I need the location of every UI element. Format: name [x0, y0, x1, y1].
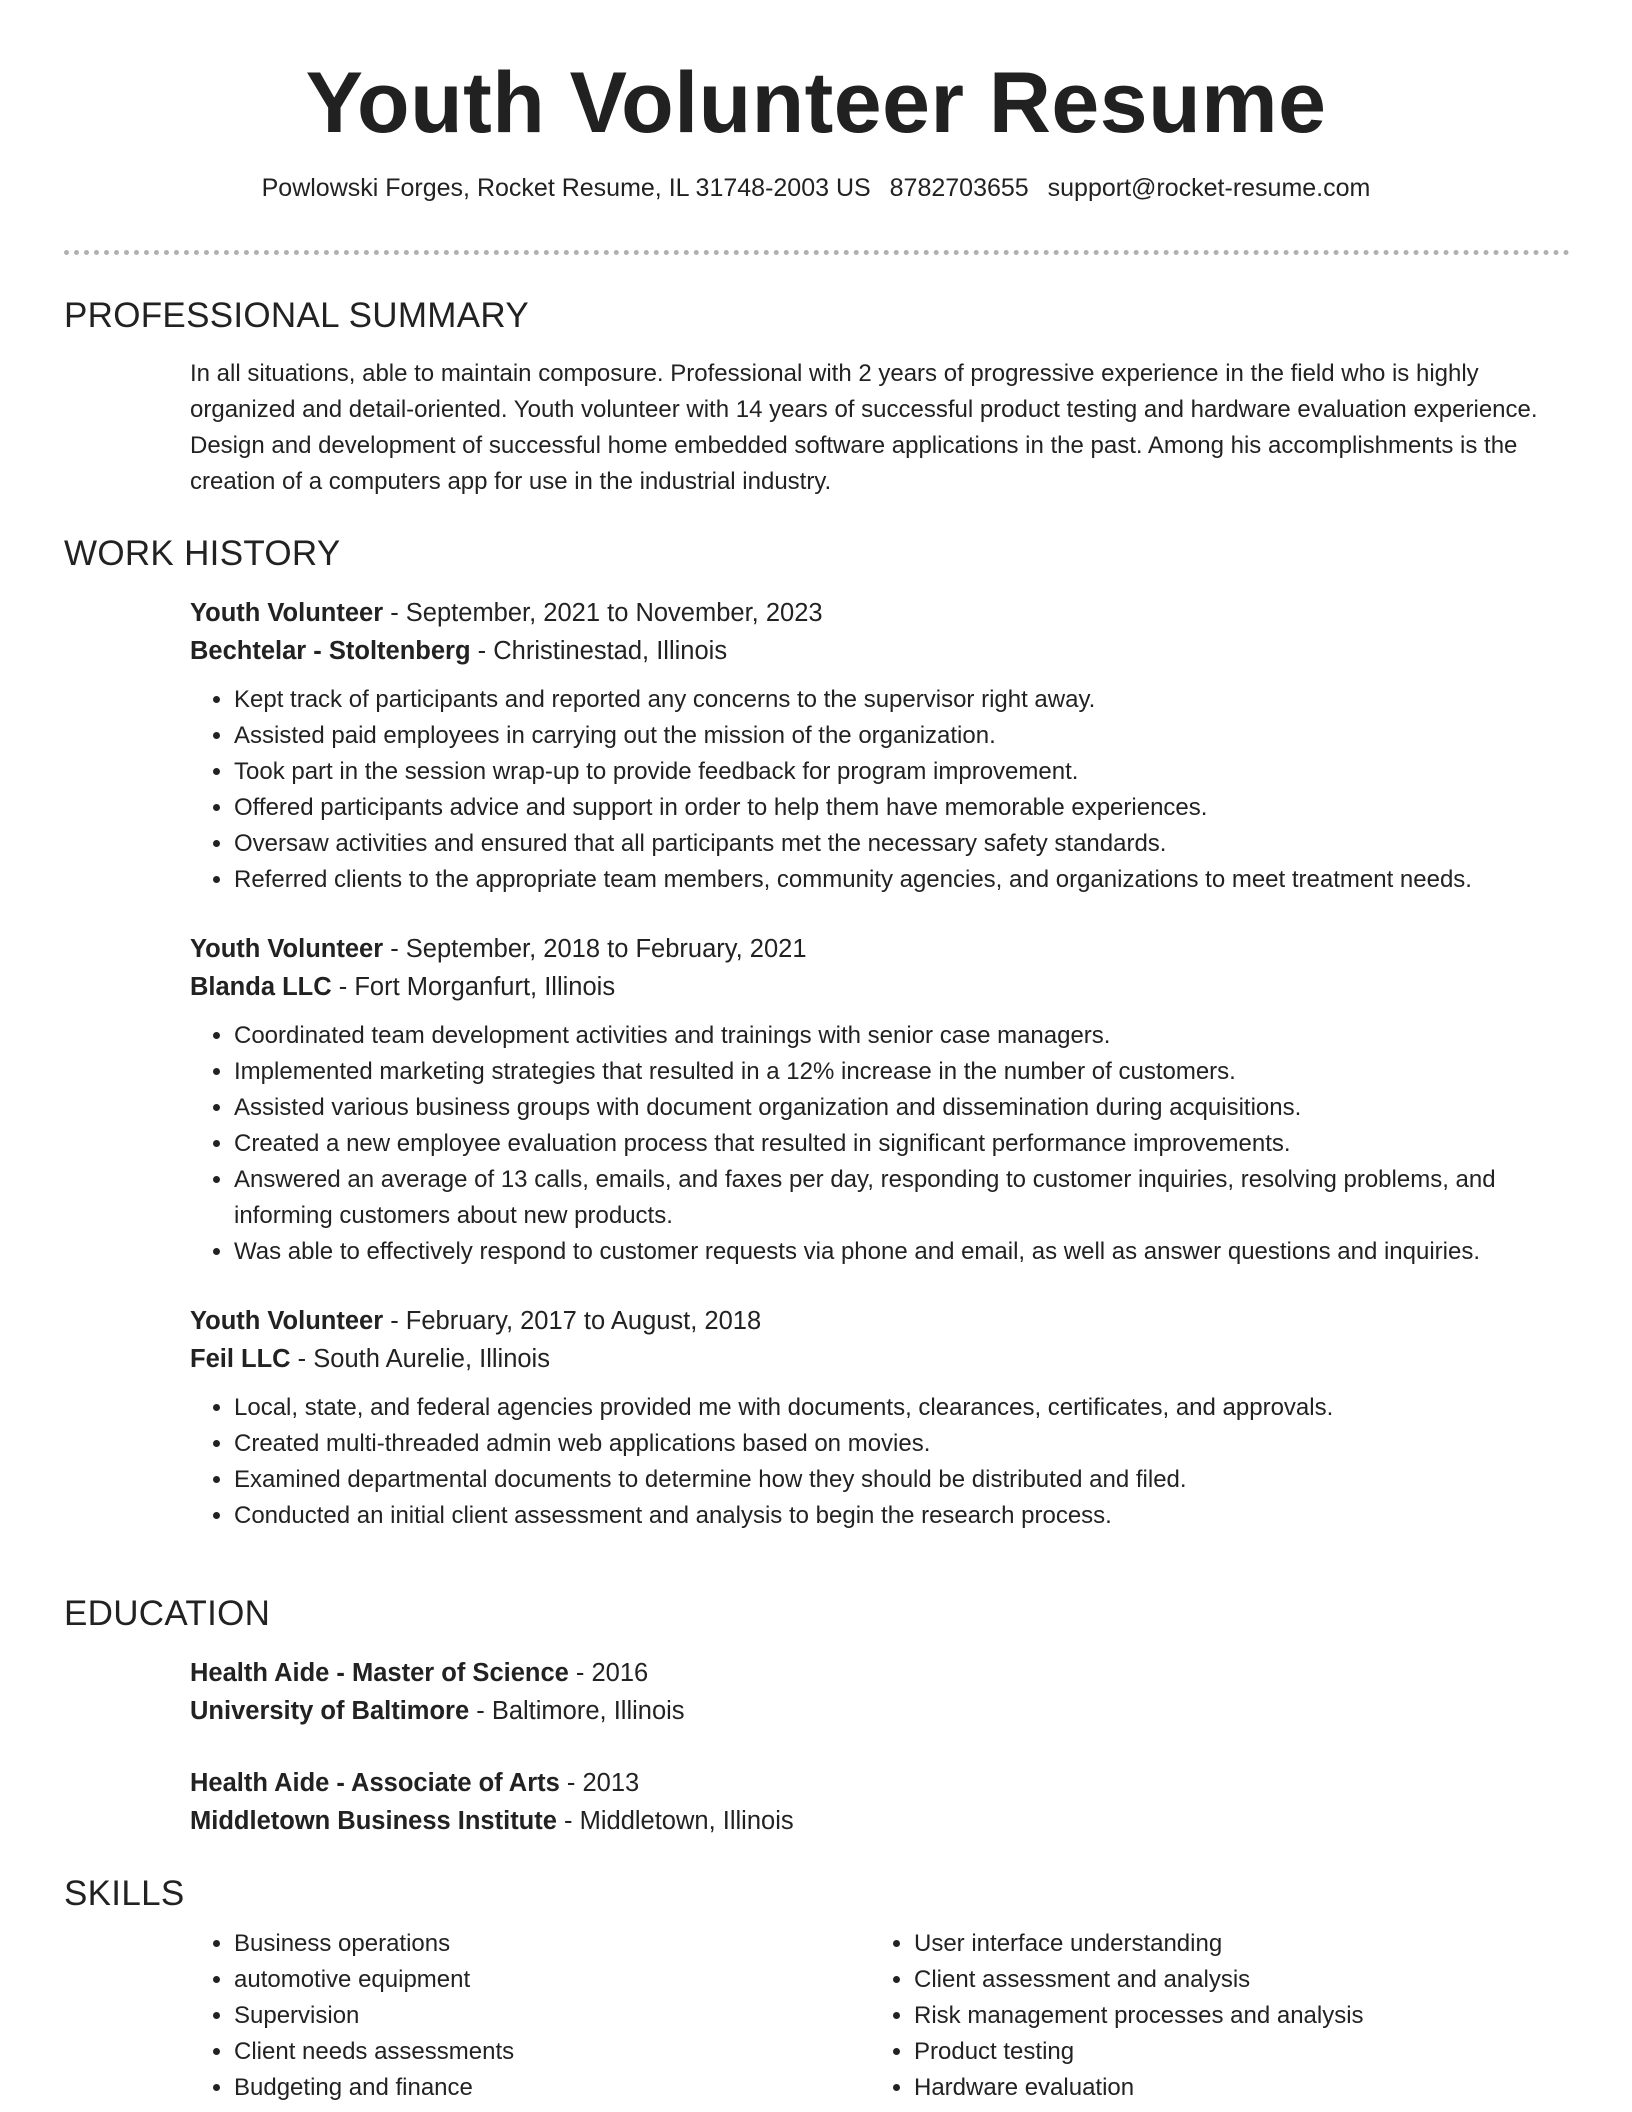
job-company: Bechtelar - Stoltenberg — [190, 637, 471, 665]
skills-list-right — [870, 1926, 1550, 2106]
duty-item: • Offered participants advice and support in order to help them have memorable experiences. — [234, 790, 1550, 826]
duty-item: • Took part in the session wrap-up to provide feedback for program improvement. — [234, 754, 1550, 790]
skills-column-right — [870, 1926, 1550, 2106]
job-dates: - September, 2018 to February, 2021 — [383, 935, 807, 963]
header-divider — [64, 250, 1570, 255]
resume-title: Youth Volunteer Resume — [305, 55, 1327, 151]
skill-item: • Risk management processes and analysis — [914, 1998, 1550, 2034]
contact-phone: 8782703655 — [889, 174, 1029, 203]
duty-item: • Answered an average of 13 calls, emails, and faxes per day, responding to customer inquiries, resolving problems, and informing customers about new products. — [234, 1162, 1550, 1234]
education-school: University of Baltimore — [190, 1697, 470, 1725]
summary-section — [64, 296, 1570, 500]
job-dates: - February, 2017 to August, 2018 — [383, 1307, 762, 1335]
skill-item: • Product testing — [914, 2034, 1550, 2070]
work-history-heading: WORK HISTORY — [64, 534, 341, 573]
summary-text: In all situations, able to maintain composure. Professional with 2 years of progressive experience in the field who is highly organized and detail-oriented. Youth volunteer with 14 years of successful product testing and hardware evaluation experience. Design and development of successful home embedded software applications in the past. Among his accomplishments is the creation of a computers app for use in the industrial industry. — [190, 360, 1538, 495]
job-location: - Christinestad, Illinois — [470, 637, 728, 665]
job-company: Feil LLC — [190, 1345, 291, 1373]
duty-item: • Implemented marketing strategies that resulted in a 12% increase in the number of customers. — [234, 1054, 1550, 1090]
education-degree-line — [190, 1764, 1550, 1802]
education-location: - Middletown, Illinois — [556, 1807, 794, 1835]
education-school-line — [190, 1802, 1550, 1840]
education-section — [64, 1594, 1570, 1840]
job-location: - Fort Morganfurt, Illinois — [331, 973, 616, 1001]
duty-item: • Referred clients to the appropriate team members, community agencies, and organizations to meet treatment needs. — [234, 862, 1550, 898]
contact-address: Powlowski Forges, Rocket Resume, IL 31748-2003 US — [261, 174, 871, 203]
education-degree: Health Aide - Master of Science — [190, 1659, 569, 1687]
skill-item: • User interface understanding — [914, 1926, 1550, 1962]
duty-item: • Local, state, and federal agencies provided me with documents, clearances, certificates, and approvals. — [234, 1390, 1550, 1426]
skills-list-left — [190, 1926, 870, 2106]
duty-item: • Created multi-threaded admin web applications based on movies. — [234, 1426, 1550, 1462]
job-duties — [190, 1390, 1550, 1534]
job-title-line — [190, 594, 1550, 632]
duty-item: • Assisted paid employees in carrying out the mission of the organization. — [234, 718, 1550, 754]
education-school-line — [190, 1692, 1550, 1730]
job-entry — [190, 930, 1550, 1270]
skill-item: • automotive equipment — [234, 1962, 870, 1998]
resume-header — [0, 0, 1632, 206]
contact-line — [0, 171, 1632, 206]
duty-item: • Was able to effectively respond to customer requests via phone and email, as well as answer questions and inquiries. — [234, 1234, 1550, 1270]
duty-item: • Examined departmental documents to determine how they should be distributed and filed. — [234, 1462, 1550, 1498]
job-role: Youth Volunteer — [190, 1307, 384, 1335]
job-entry — [190, 1302, 1550, 1534]
education-year: - 2016 — [568, 1659, 649, 1687]
job-entry — [190, 594, 1550, 898]
education-entry — [190, 1764, 1550, 1840]
job-title-line — [190, 1302, 1550, 1340]
job-role: Youth Volunteer — [190, 935, 384, 963]
summary-heading: PROFESSIONAL SUMMARY — [64, 296, 529, 335]
job-company-line — [190, 632, 1550, 670]
skills-heading: SKILLS — [64, 1874, 185, 1913]
job-duties — [190, 1018, 1550, 1270]
skill-item: • Budgeting and finance — [234, 2070, 870, 2106]
job-company-line — [190, 1340, 1550, 1378]
education-degree: Health Aide - Associate of Arts — [190, 1769, 560, 1797]
job-title-line — [190, 930, 1550, 968]
duty-item: • Created a new employee evaluation process that resulted in significant performance improvements. — [234, 1126, 1550, 1162]
duty-item: • Conducted an initial client assessment and analysis to begin the research process. — [234, 1498, 1550, 1534]
skill-item: • Client assessment and analysis — [914, 1962, 1550, 1998]
education-year: - 2013 — [559, 1769, 640, 1797]
skill-item: • Business operations — [234, 1926, 870, 1962]
job-company-line — [190, 968, 1550, 1006]
contact-email: support@rocket-resume.com — [1047, 174, 1371, 203]
duty-item: • Coordinated team development activities and trainings with senior case managers. — [234, 1018, 1550, 1054]
work-history-section — [64, 534, 1570, 1534]
job-role: Youth Volunteer — [190, 599, 384, 627]
education-entry — [190, 1654, 1550, 1730]
job-dates: - September, 2021 to November, 2023 — [383, 599, 823, 627]
skills-columns — [190, 1926, 1550, 2106]
job-duties — [190, 682, 1550, 898]
job-location: - South Aurelie, Illinois — [290, 1345, 550, 1373]
education-location: - Baltimore, Illinois — [469, 1697, 685, 1725]
duty-item: • Oversaw activities and ensured that all participants met the necessary safety standards. — [234, 826, 1550, 862]
duty-item: • Kept track of participants and reported any concerns to the supervisor right away. — [234, 682, 1550, 718]
skill-item: • Hardware evaluation — [914, 2070, 1550, 2106]
skill-item: • Supervision — [234, 1998, 870, 2034]
education-school: Middletown Business Institute — [190, 1807, 557, 1835]
education-degree-line — [190, 1654, 1550, 1692]
skill-item: • Client needs assessments — [234, 2034, 870, 2070]
job-company: Blanda LLC — [190, 973, 332, 1001]
skills-column-left — [190, 1926, 870, 2106]
duty-item: • Assisted various business groups with document organization and dissemination during acquisitions. — [234, 1090, 1550, 1126]
skills-section — [64, 1874, 1570, 2106]
education-heading: EDUCATION — [64, 1594, 271, 1633]
